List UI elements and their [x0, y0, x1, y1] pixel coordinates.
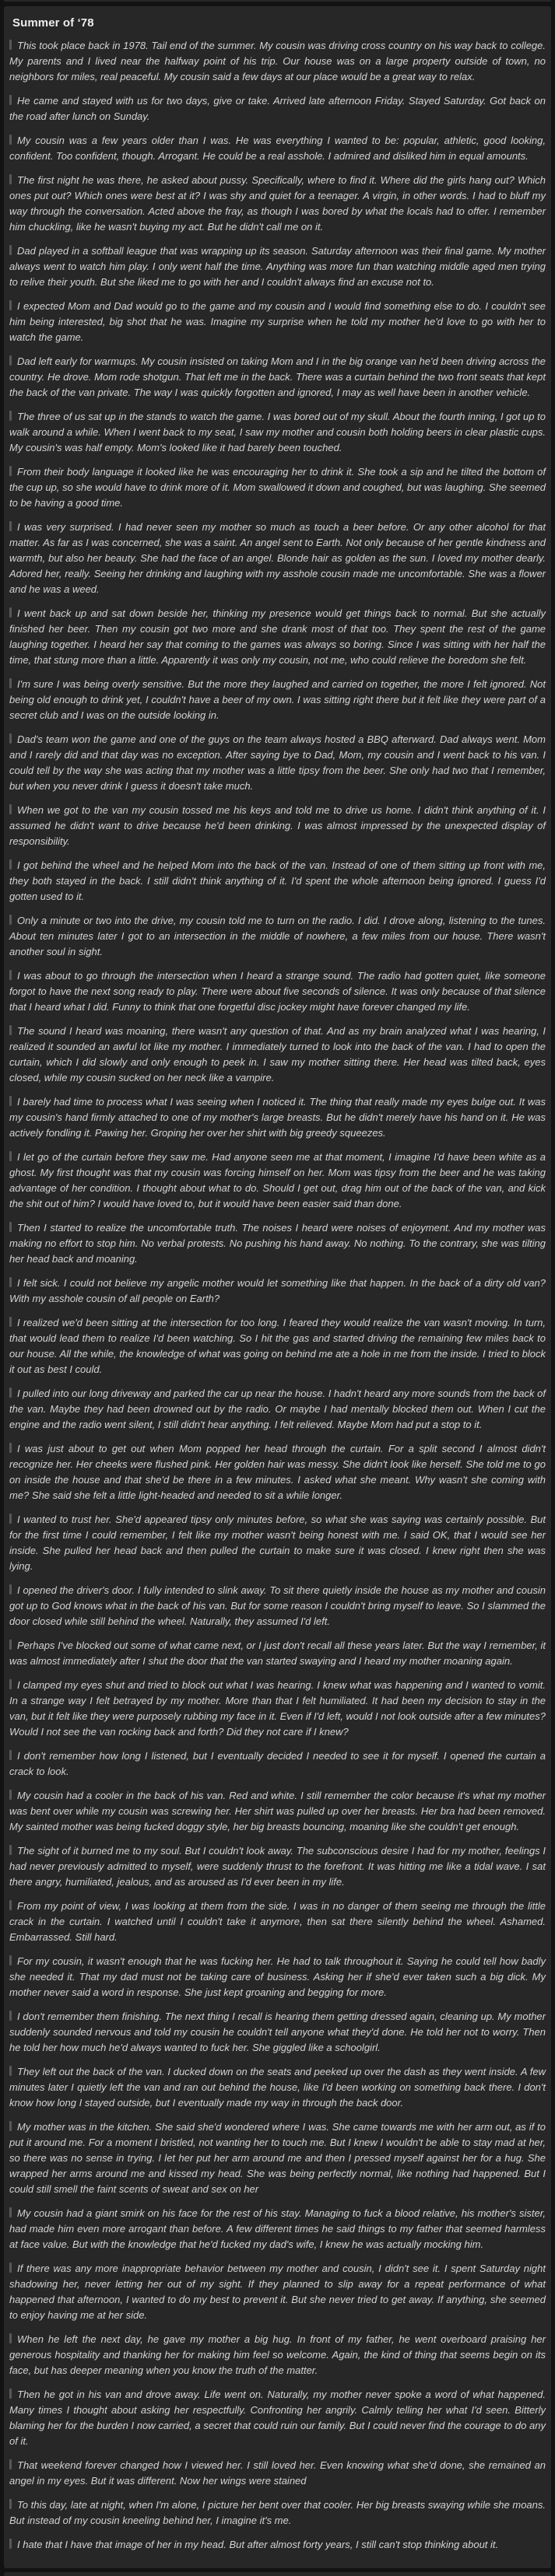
paragraph-text: If there was any more inappropriate behavior between my mother and cousin, I didn't see it. I spent Saturday night shadowing her, never letting her out of my sight. If they planned to slip away for a repeat performance of what happened that afternoon, I wanted to do my best to prevent it. But she never tried to get away. If anything, she seemed to enjoy having me at her side. [9, 2263, 546, 2321]
paragraph-quote-bar [9, 2333, 12, 2343]
paragraph-quote-bar [9, 1222, 12, 1232]
paragraph-quote-bar [9, 466, 12, 476]
story-paragraph [9, 1024, 546, 1086]
paragraph-quote-bar [9, 678, 12, 688]
story-paragraph [9, 1441, 546, 1503]
story-paragraph [9, 606, 546, 668]
paragraph-quote-bar [9, 300, 12, 310]
paragraph-text: I don't remember them finishing. The next thing I recall is hearing them getting dressed again, cleaning up. My mother suddenly sounded nervous and told my cousin he couldn't tell anyone what they'd done. He told her not to worry. Then he told her how much he'd always wanted to fuck her. She giggled like a schoolgirl. [9, 2011, 546, 2053]
story-paragraph [9, 409, 546, 456]
paragraph-quote-bar [9, 174, 12, 184]
story-paragraph [9, 38, 546, 85]
story-paragraph [9, 1150, 546, 1212]
paragraph-quote-bar [9, 2499, 12, 2509]
story-paragraph [9, 2497, 546, 2529]
story-paragraph [9, 2119, 546, 2197]
story-paragraph [9, 677, 546, 723]
story-paragraph [9, 2064, 546, 2111]
paragraph-quote-bar [9, 2389, 12, 2399]
story-paragraph [9, 2261, 546, 2323]
story-paragraph [9, 1899, 546, 1945]
story-paragraph [9, 1788, 546, 1835]
paragraph-text: I barely had time to process what I was seeing when I noticed it. The thing that really made my eyes bulge out. It was my cousin's hand firmly attached to one of my mother's large breasts. But he didn't merely have his hand on it. He was actively fondling it. Pawing her. Groping her over her shirt with big greedy squeezes. [9, 1096, 546, 1139]
paragraph-text: I don't remember how long I listened, but I eventually decided I needed to see it for myself. I opened the curtain a crack to look. [9, 1750, 546, 1777]
story-paragraph [9, 1954, 546, 2000]
paragraph-text: My cousin had a cooler in the back of his van. Red and white. I still remember the color because it's what my mother was bent over while my cousin was screwing her. Her shirt was pulled up over her breasts. Her bra had been removed. My sainted mother was being fucked doggy style, her big breasts bouncing, moaning like she couldn't get enough. [9, 1790, 546, 1832]
story-paragraph [9, 1276, 546, 1307]
paragraph-text: My cousin was a few years older than I was. He was everything I wanted to be: popular, athletic, good looking, confident. Too confident, though. Arrogant. He could be a real asshole. I admired and disliked him in equal amounts. [9, 135, 546, 162]
paragraph-quote-bar [9, 2459, 12, 2469]
paragraph-text: The first night he was there, he asked about pussy. Specifically, where to find it. Where did the girls hang out? Which ones put out? Which ones were best at it? I was shy and quiet for a teenager. A virgin, in other words. I had to bluff my way through the conversation. Acted above the fray, as though I was bored by what the locals had to offer. I remember him chuckling, like he wasn't buying my act. But he didn't call me on it. [9, 174, 546, 233]
paragraph-text: The sight of it burned me to my soul. But I couldn't look away. The subconscious desire I had for my mother, feelings I had never previously admitted to myself, were suddenly thrust to the forefront. It was hitting me like a tidal wave. I sat there angry, humiliated, jealous, and as aroused as I'd ever been in my life. [9, 1845, 546, 1888]
story-paragraph [9, 1220, 546, 1267]
paragraph-text: To this day, late at night, when I'm alone, I picture her bent over that cooler. Her big breasts swaying while she moans. But instead of my cousin kneeling behind her, I imagine it's me. [9, 2499, 546, 2526]
paragraph-text: The three of us sat up in the stands to watch the game. I was bored out of my skull. About the fourth inning, I got up to walk around a while. When I went back to my seat, I saw my mother and cousin both holding beers in clear plastic cups. My cousin's was half empty. Mom's looked like it had barely been touched. [9, 411, 546, 453]
paragraph-text: I clamped my eyes shut and tried to block out what I was hearing. I knew what was happening and I wanted to vomit. In a strange way I felt betrayed by my mother. More than that I felt humiliated. It had been my decision to stay in the van, but it felt like they were purposely rubbing my face in it. Even if I'd left, would I not look outside after a few minutes? Would I not see the van rocking back and forth? Did they not care if I knew? [9, 1679, 546, 1738]
paragraph-quote-bar [9, 1096, 12, 1106]
story-paragraph [9, 1748, 546, 1780]
story-paragraph [9, 913, 546, 960]
paragraph-text: Then I started to realize the uncomfortable truth. The noises I heard were noises of enjoyment. And my mother was making no effort to stop him. No verbal protests. No pushing his hand away. No nothing. To the contrary, she was tilting her head back and moaning. [9, 1222, 546, 1265]
paragraph-quote-bar [9, 607, 12, 618]
paragraph-quote-bar [9, 1845, 12, 1855]
paragraph-text: Dad's team won the game and one of the guys on the team always hosted a BBQ afterward. Dad always went. Mom and I rarely did and that day was no exception. After saying bye to Dad, Mom, my cousin and I went back to his van. I could tell by the way she was acting that my mother was a little tipsy from the beer. She only had two that I remember, but when you never drink I guess it doesn't take much. [9, 733, 546, 792]
paragraph-text: I pulled into our long driveway and parked the car up near the house. I hadn't heard any more sounds from the back of the van. Maybe they had been drowned out by the radio. Or maybe I had mentally blocked them out. When I cut the engine and the radio went silent, I still didn't hear anything. I felt relieved. Maybe Mom had put a stop to it. [9, 1388, 546, 1430]
story-paragraph [9, 520, 546, 597]
paragraph-text: Dad played in a softball league that was wrapping up its season. Saturday afternoon was their final game. My mother always went to watch him play. I only went half the time. Anything was more fun than watching middle aged men trying to relive their youth. But she liked me to go with her and I couldn't always find an excuse not to. [9, 245, 546, 288]
story-paragraph [9, 2332, 546, 2378]
story-paragraph [9, 1315, 546, 1377]
paragraph-text: The sound I heard was moaning, there wasn't any question of that. And as my brain analyzed what I was hearing, I realized it sounded an awful lot like my mother. I immediately turned to look into the back of the van. I had to open the curtain, which I did slowly and only enough to peek in. I saw my mother sitting there. Her head was tilted back, eyes closed, while my cousin sucked on her neck like a vampire. [9, 1025, 546, 1083]
paragraph-text: I got behind the wheel and he helped Mom into the back of the van. Instead of one of them sitting up front with me, they both stayed in the back. I still didn't think anything of it. I'd spent the whole afternoon being ignored. I guess I'd gotten used to it. [9, 859, 546, 902]
next-card-edge [4, 2572, 551, 2576]
paragraph-text: I was about to go through the intersection when I heard a strange sound. The radio had gotten quiet, like someone forgot to have the next song ready to play. There were about five seconds of silence. It was only because of that silence that I heard what I did. Funny to think that one forgetful disc jockey might have forever changed my life. [9, 970, 546, 1013]
paragraph-quote-bar [9, 1679, 12, 1689]
paragraph-text: From their body language it looked like he was encouraging her to drink it. She took a sip and he tilted the bottom of the cup up, so she would have to drink more of it. Mom swallowed it down and coughed, but was laughing. She seemed to be having a good time. [9, 466, 546, 509]
paragraph-text: When we got to the van my cousin tossed me his keys and told me to drive us home. I didn't think anything of it. I assumed he didn't want to drive because he'd been drinking. I was almost impressed by the unexpected display of responsibility. [9, 804, 546, 847]
story-paragraph [9, 2387, 546, 2449]
previous-card-edge [4, 0, 551, 2]
paragraph-text: He came and stayed with us for two days, give or take. Arrived late afternoon Friday. Stayed Saturday. Got back on the road after lunch on Sunday. [9, 95, 546, 122]
paragraph-quote-bar [9, 1151, 12, 1161]
paragraph-quote-bar [9, 804, 12, 814]
story-card [4, 6, 551, 2568]
paragraph-quote-bar [9, 1955, 12, 1965]
story-paragraph [9, 1583, 546, 1629]
paragraph-text: I went back up and sat down beside her, thinking my presence would get things back to normal. But she actually finished her beer. Then my cousin got two more and she drank most of that too. They spent the rest of the game laughing together. I heard her say that coming to the games was always so boring. Since I was sitting with her half the time, that stung more than a little. Apparently it was only my cousin, not me, who could relieve the boredom she felt. [9, 607, 546, 666]
story-body [9, 38, 546, 2553]
paragraph-text: I hate that I have that image of her in my head. But after almost forty years, I still can't stop thinking about it. [17, 2539, 499, 2550]
paragraph-quote-bar [9, 245, 12, 255]
paragraph-quote-bar [9, 733, 12, 744]
paragraph-text: From my point of view, I was looking at them from the side. I was in no danger of them seeing me through the little crack in the curtain. I watched until I couldn't take it anymore, then sat there silently behind the wheel. Ashamed. Embarrassed. Still hard. [9, 1900, 546, 1943]
paragraph-text: I was very surprised. I had never seen my mother so much as touch a beer before. Or any other alcohol for that matter. As far as I was concerned, she was a saint. An angel sent to Earth. Not only because of her gentle kindness and warmth, but also her beauty. She had the face of an angel. Blonde hair as golden as the sun. I loved my mother dearly. Adored her, really. Seeing her drinking and laughing with my asshole cousin made me uncomfortable. She was a flower and he was a weed. [9, 521, 546, 595]
paragraph-quote-bar [9, 1750, 12, 1760]
story-paragraph [9, 732, 546, 794]
story-paragraph [9, 1386, 546, 1433]
paragraph-quote-bar [9, 95, 12, 105]
paragraph-quote-bar [9, 2263, 12, 2273]
paragraph-quote-bar [9, 1443, 12, 1453]
paragraph-quote-bar [9, 915, 12, 925]
paragraph-text: I'm sure I was being overly sensitive. But the more they laughed and carried on together, the more I felt ignored. Not being old enough to drink yet, I couldn't have a beer of my own. I was sitting right there but it felt like they were part of a secret club and I was on the outside looking in. [9, 678, 546, 721]
paragraph-quote-bar [9, 1790, 12, 1800]
story-paragraph [9, 93, 546, 124]
paragraph-quote-bar [9, 2011, 12, 2021]
page-title: Summer of ‘78 [12, 16, 94, 30]
paragraph-quote-bar [9, 859, 12, 870]
story-paragraph [9, 243, 546, 290]
story-paragraph [9, 1094, 546, 1141]
paragraph-quote-bar [9, 2121, 12, 2131]
paragraph-quote-bar [9, 521, 12, 531]
paragraph-text: That weekend forever changed how I viewed her. I still loved her. Even knowing what she'd done, she remained an angel in my eyes. But it was different. Now her wings were stained [9, 2459, 546, 2487]
story-paragraph [9, 2537, 546, 2553]
paragraph-text: When he left the next day, he gave my mother a big hug. In front of my father, he went overboard praising her generous hospitality and thanking her for making him feel so welcome. Again, the kind of thing that seems begin on its face, but has deeper meaning when you know the truth of the matter. [9, 2333, 546, 2376]
story-paragraph [9, 2458, 546, 2489]
paragraph-quote-bar [9, 1900, 12, 1910]
paragraph-quote-bar [9, 970, 12, 980]
story-paragraph [9, 299, 546, 345]
paragraph-text: My cousin had a giant smirk on his face for the rest of his stay. Managing to fuck a blood relative, his mother's sister, had made him even more arrogant than before. A few different times he said things to my father that seemed harmless at face value. But with the knowledge that he'd fucked my dad's wife, I knew he was actually mocking him. [9, 2207, 546, 2250]
story-paragraph [9, 354, 546, 401]
story-paragraph [9, 968, 546, 1015]
paragraph-text: I expected Mom and Dad would go to the game and my cousin and I would find something else to do. I couldn't see him being interested, big shot that he was. Imagine my surprise when he told my mother he'd love to go with her to watch the game. [9, 300, 546, 343]
paragraph-text: This took place back in 1978. Tail end of the summer. My cousin was driving cross country on his way back to college. My parents and I lived near the halfway point of his trip. Our house was on a large property outside of town, no neighbors for miles, real peaceful. My cousin said a few days at our place would be a great way to relax. [9, 40, 546, 82]
paragraph-text: I opened the driver's door. I fully intended to slink away. To sit there quietly inside the house as my mother and cousin got up to God knows what in the back of his van. But for some reason I couldn't bring myself to leave. So I slammed the door closed while still behind the wheel. Naturally, they assumed I'd left. [9, 1584, 546, 1627]
paragraph-text: My mother was in the kitchen. She said she'd wondered where I was. She came towards me with her arm out, as if to put it around me. For a moment I bristled, not wanting her to touch me. But I knew I wouldn't be able to stay mad at her, so there was no sense in trying. I let her put her arm around me and then I pressed myself against her for a hug. She wrapped her arms around me and kissed my head. She was being perfectly normal, like nothing had happened. But I could still smell the faint scents of sweat and sex on her [9, 2121, 546, 2195]
paragraph-quote-bar [9, 1584, 12, 1594]
paragraph-text: I was just about to get out when Mom popped her head through the curtain. For a split second I almost didn't recognize her. Her cheeks were flushed pink. Her golden hair was messy. She didn't look like herself. She told me to go on inside the house and that she'd be there in a few minutes. I asked what she meant. Why wasn't she coming with me? She said she felt a little light-headed and needed to sit a while longer. [9, 1443, 546, 1501]
paragraph-quote-bar [9, 1514, 12, 1524]
paragraph-quote-bar [9, 1277, 12, 1287]
paragraph-quote-bar [9, 1640, 12, 1650]
paragraph-quote-bar [9, 1388, 12, 1398]
paragraph-quote-bar [9, 2539, 12, 2549]
paragraph-quote-bar [9, 40, 12, 50]
paragraph-text: I realized we'd been sitting at the intersection for too long. I feared they would realize the van wasn't moving. In turn, that would lead them to realize I'd been watching. So I hit the gas and started driving the remaining few miles back to our house. All the while, the knowledge of what was going on behind me ate a hole in me from the inside. I tried to block it out as best I could. [9, 1317, 546, 1375]
story-paragraph [9, 1843, 546, 1890]
paragraph-text: Only a minute or two into the drive, my cousin told me to turn on the radio. I did. I drove along, listening to the tunes. About ten minutes later I got to an intersection in the middle of nowhere, a few miles from our house. There wasn't another soul in sight. [9, 915, 546, 957]
story-paragraph [9, 2009, 546, 2056]
paragraph-quote-bar [9, 411, 12, 421]
paragraph-text: For my cousin, it wasn't enough that he was fucking her. He had to talk throughout it. Saying he could tell how badly she needed it. That my dad must not be taking care of business. Asking her if she'd ever taken such a big dick. My mother never said a word in response. She just kept groaning and begging for more. [9, 1955, 546, 1998]
story-paragraph [9, 1512, 546, 1574]
paragraph-quote-bar [9, 2207, 12, 2217]
paragraph-text: They left out the back of the van. I ducked down on the seats and peeked up over the dash as they went inside. A few minutes later I quietly left the van and ran out behind the house, like I'd been working on something back there. I don't know how long I stayed outside, but I eventually made my way in through the back door. [9, 2066, 546, 2109]
paragraph-quote-bar [9, 2066, 12, 2076]
paragraph-quote-bar [9, 355, 12, 366]
paragraph-quote-bar [9, 135, 12, 145]
paragraph-text: I felt sick. I could not believe my angelic mother would let something like that happen. In the back of a dirty old van? With my asshole cousin of all people on Earth? [9, 1277, 546, 1304]
paragraph-quote-bar [9, 1025, 12, 1035]
paragraph-text: Dad left early for warmups. My cousin insisted on taking Mom and I in the big orange van he'd been driving across the country. He drove. Mom rode shotgun. That left me in the back. There was a curtain behind the two front seats that kept the back of the van private. The way I was quickly forgotten and ignored, I may as well have been in another vehicle. [9, 355, 546, 398]
paragraph-text: Then he got in his van and drove away. Life went on. Naturally, my mother never spoke a word of what happened. Many times I thought about asking her respectfully. Confronting her angrily. Calmly telling her what I'd seen. Bitterly blaming her for the burden I now carried, a secret that could ruin our family. But I could never find the courage to do any of it. [9, 2389, 546, 2447]
paragraph-text: I wanted to trust her. She'd appeared tipsy only minutes before, so what she was saying was certainly possible. But for the first time I could remember, I felt like my mother wasn't being honest with me. I said OK, that I would see her inside. She pulled her head back and then pulled the curtain to make sure it was closed. I knew right then she was lying. [9, 1514, 546, 1572]
story-paragraph [9, 133, 546, 164]
story-paragraph [9, 2206, 546, 2252]
paragraph-text: I let go of the curtain before they saw me. Had anyone seen me at that moment, I imagine I'd have been white as a ghost. My first thought was that my cousin was forcing himself on her. Mom was tipsy from the beer and he was taking advantage of her condition. I thought about what to do. Should I get out, drag him out of the back of the van, and kick the shit out of him? I would have loved to, but it would have been easier said than done. [9, 1151, 546, 1209]
story-paragraph [9, 1678, 546, 1740]
story-paragraph [9, 1638, 546, 1669]
paragraph-text: Perhaps I've blocked out some of what came next, or I just don't recall all these years later. But the way I remember, it was almost immediately after I shut the door that the van started swaying and I heard my mother moaning again. [9, 1640, 546, 1667]
story-paragraph [9, 803, 546, 849]
story-paragraph [9, 858, 546, 905]
story-paragraph [9, 173, 546, 235]
paragraph-quote-bar [9, 1317, 12, 1327]
story-paragraph [9, 464, 546, 511]
